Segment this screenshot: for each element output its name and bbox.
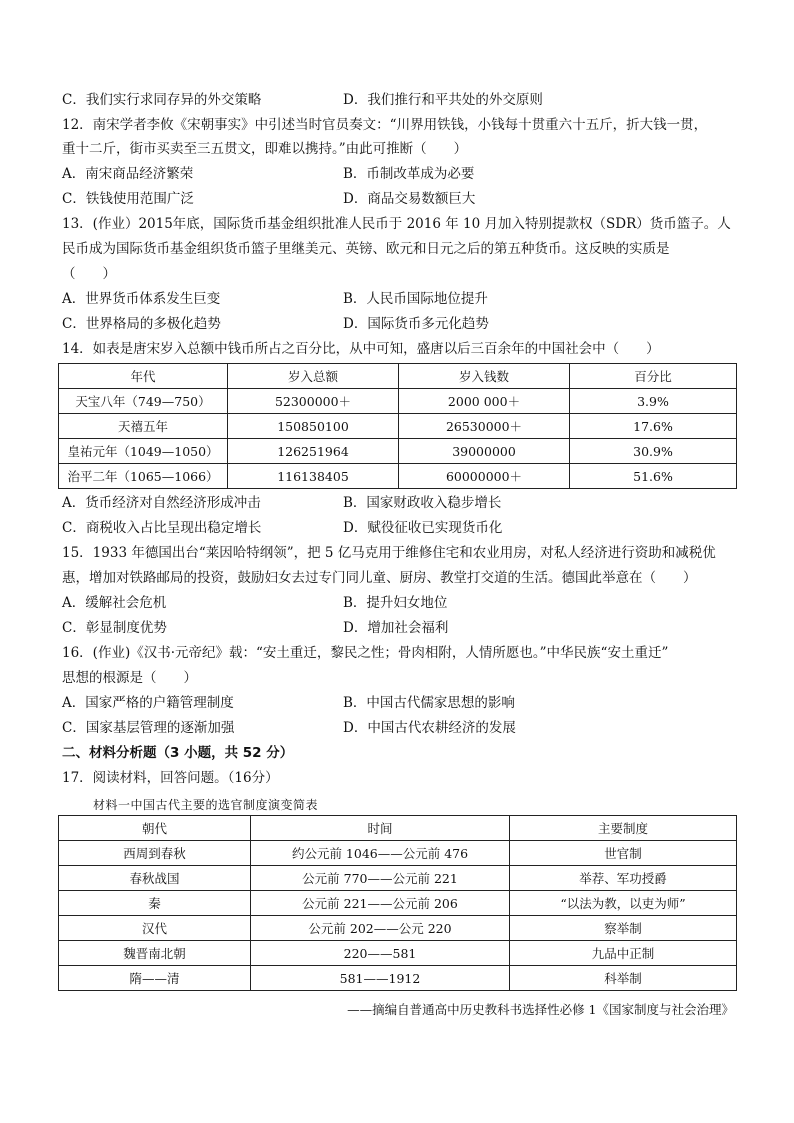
table-cell: 天禧五年 [59,414,228,439]
q13-option-a: A．世界货币体系发生巨变 [62,291,221,307]
q15-option-c: C．彰显制度优势 [62,620,167,636]
table-cell: 举荐、军功授爵 [510,866,737,891]
q16-stem-line2: 思想的根源是（ ） [62,670,197,686]
table-cell: 30.9% [570,439,737,464]
q12-option-a: A．南宋商品经济繁荣 [62,166,194,182]
table-cell: 52300000＋ [228,389,399,414]
q13-stem-line1: 13．(作业）2015年底，国际货币基金组织批准人民币于 2016 年 10 月加入特别提款权（SDR）货币篮子。人 [62,216,731,232]
table-row [59,389,737,414]
table-cell: 公元前 770——公元前 221 [251,866,510,891]
table-header-cell: 年代 [59,364,228,389]
table-cell: 汉代 [59,916,251,941]
q12-option-c: C．铁钱使用范围广泛 [62,191,194,207]
q12-stem-line1: 12．南宋学者李攸《宋朝事实》中引述当时官员奏文：“川界用铁钱，小钱每十贯重六十五斤，折大钱一贯， [62,117,708,133]
q11-option-c: C．我们实行求同存异的外交策略 [62,92,262,108]
q16-stem-line1: 16．(作业)《汉书·元帝纪》载：“安土重迁，黎民之性；骨肉相附，人情所愿也。”中华民族“安土重迁” [62,645,669,661]
q12-stem-line2: 重十二斤，街市买卖至三五贯文，即难以携持。”由此可推断（ ） [62,141,468,157]
q14-option-b: B．国家财政收入稳步增长 [343,495,502,511]
table-row [59,439,737,464]
table-header-cell: 岁入总额 [228,364,399,389]
q14-revenue-table [58,363,737,489]
table-cell: 39000000 [399,439,570,464]
q12-option-d: D．商品交易数额巨大 [343,191,476,207]
q16-option-b: B．中国古代儒家思想的影响 [343,695,515,711]
table-header-cell: 时间 [251,816,510,841]
table-row [59,916,737,941]
table-cell: 51.6% [570,464,737,489]
table-cell: 天宝八年（749—750） [59,389,228,414]
table-cell: 3.9% [570,389,737,414]
table-cell: 魏晋南北朝 [59,941,251,966]
table-header-row [59,364,737,389]
q16-option-a: A．国家严格的户籍管理制度 [62,695,234,711]
q17-official-selection-table [58,815,737,991]
section-heading: 二、材料分析题（3 小题，共 52 分） [62,745,294,761]
table-cell: 察举制 [510,916,737,941]
table-header-cell: 朝代 [59,816,251,841]
table-cell: 公元前 221——公元前 206 [251,891,510,916]
table-cell: 150850100 [228,414,399,439]
q14-option-d: D．赋役征收已实现货币化 [343,520,503,536]
table-cell: 60000000＋ [399,464,570,489]
table-cell: 220——581 [251,941,510,966]
table-cell: “以法为教，以吏为师” [510,891,737,916]
table-header-cell: 主要制度 [510,816,737,841]
table-cell: 治平二年（1065—1066） [59,464,228,489]
q13-stem-line2: 民币成为国际货币基金组织货币篮子里继美元、英镑、欧元和日元之后的第五种货币。这反映的实质是 [62,241,670,257]
q15-option-b: B．提升妇女地位 [343,595,448,611]
table-cell: 17.6% [570,414,737,439]
table-cell: 皇祐元年（1049—1050） [59,439,228,464]
q17-stem: 17．阅读材料，回答问题。（16分） [62,770,279,786]
table-cell: 春秋战国 [59,866,251,891]
table-cell: 科举制 [510,966,737,991]
table-cell: 隋——清 [59,966,251,991]
q15-stem-line2: 惠，增加对铁路邮局的投资，鼓励妇女去过专门同儿童、厨房、教堂打交道的生活。德国此举意在（ ） [62,570,697,586]
q15-option-a: A．缓解社会危机 [62,595,167,611]
table-row [59,414,737,439]
table-row [59,841,737,866]
q13-option-b: B．人民币国际地位提升 [343,291,488,307]
table-cell: 公元前 202——公元 220 [251,916,510,941]
table-cell: 西周到春秋 [59,841,251,866]
q17-source-citation: ——摘编自普通高中历史教科书选择性必修 1《国家制度与社会治理》 [347,1002,734,1017]
table-row [59,966,737,991]
table-cell: 581——1912 [251,966,510,991]
table-header-row [59,816,737,841]
table-row [59,941,737,966]
q15-stem-line1: 15．1933 年德国出台“莱因哈特纲领”，把 5 亿马克用于维修住宅和农业用房，对私人经济进行资助和减税优 [62,545,716,561]
table-cell: 2000 000＋ [399,389,570,414]
table-cell: 世官制 [510,841,737,866]
table-cell: 约公元前 1046——公元前 476 [251,841,510,866]
q15-option-d: D．增加社会福利 [343,620,449,636]
q12-option-b: B．币制改革成为必要 [343,166,475,182]
q14-stem: 14．如表是唐宋岁入总额中钱币所占之百分比，从中可知，盛唐以后三百余年的中国社会中（ ） [62,341,660,357]
table-cell: 秦 [59,891,251,916]
table-row [59,464,737,489]
table-row [59,891,737,916]
table-header-cell: 百分比 [570,364,737,389]
q16-option-c: C．国家基层管理的逐渐加强 [62,720,235,736]
q13-stem-line3: （ ） [62,266,116,282]
q17-table-caption: 材料一中国古代主要的选官制度演变简表 [93,798,319,812]
q13-option-c: C．世界格局的多极化趋势 [62,316,221,332]
q14-option-a: A．货币经济对自然经济形成冲击 [62,495,261,511]
table-cell: 116138405 [228,464,399,489]
table-row [59,866,737,891]
table-cell: 26530000＋ [399,414,570,439]
q13-option-d: D．国际货币多元化趋势 [343,316,489,332]
q14-option-c: C．商税收入占比呈现出稳定增长 [62,520,262,536]
table-cell: 九品中正制 [510,941,737,966]
q16-option-d: D．中国古代农耕经济的发展 [343,720,516,736]
table-cell: 126251964 [228,439,399,464]
table-header-cell: 岁入钱数 [399,364,570,389]
q11-option-d: D．我们推行和平共处的外交原则 [343,92,543,108]
